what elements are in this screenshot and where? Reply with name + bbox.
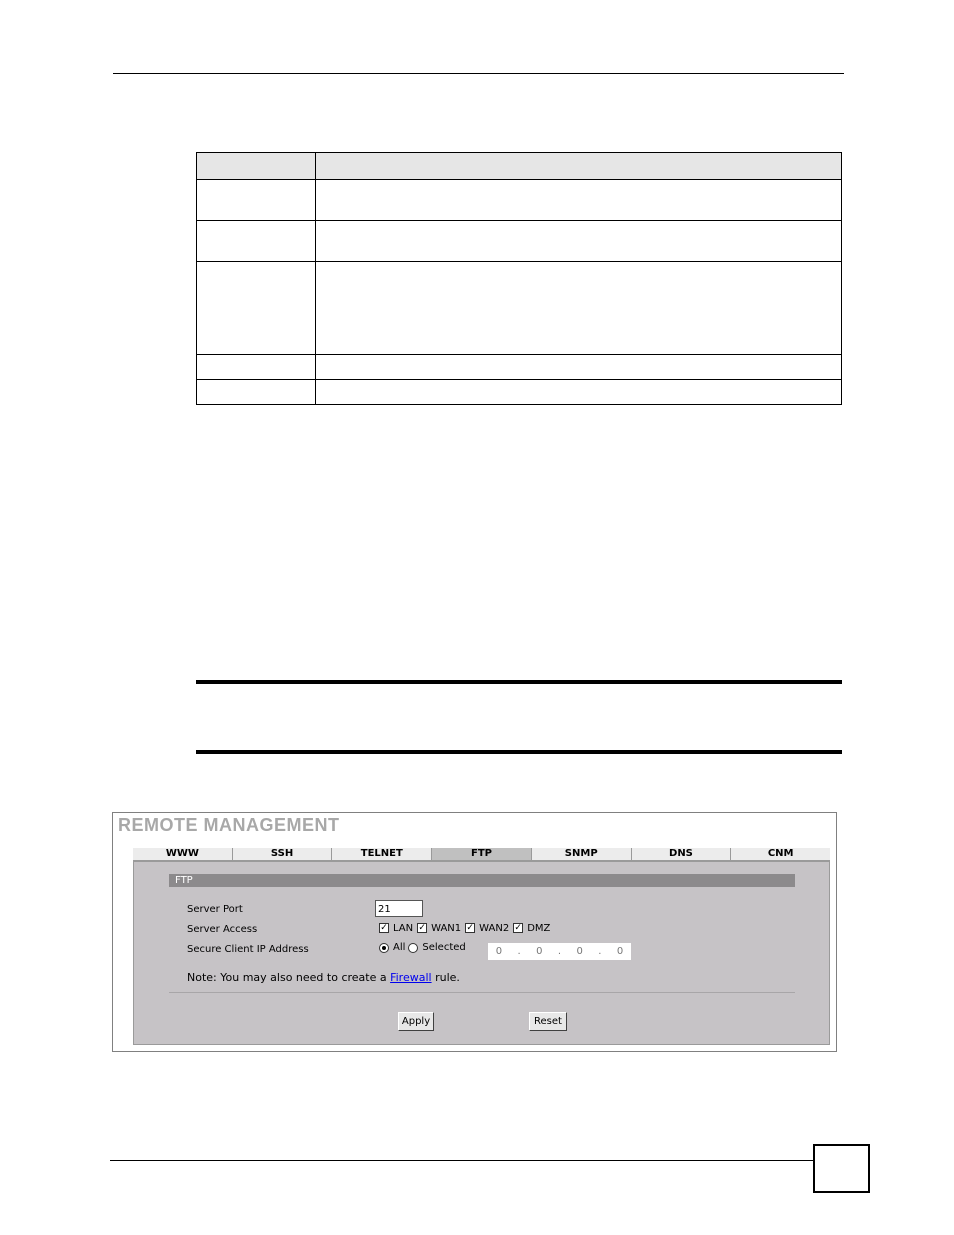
tab-ftp[interactable]: FTP xyxy=(432,848,532,860)
reset-button[interactable]: Reset xyxy=(529,1012,567,1031)
ip-octet: 0 xyxy=(495,946,503,957)
ftp-panel xyxy=(133,861,830,1045)
lan-label: LAN xyxy=(393,922,414,934)
header-rule xyxy=(113,73,844,74)
all-radio[interactable] xyxy=(379,943,389,953)
table-cell xyxy=(197,221,316,262)
ip-dot: . xyxy=(598,946,602,957)
wan1-label: WAN1 xyxy=(431,922,462,934)
tab-snmp[interactable]: SNMP xyxy=(532,848,632,860)
tab-cnm[interactable]: CNM xyxy=(731,848,830,860)
dmz-checkbox[interactable]: ✓ xyxy=(514,923,522,933)
dmz-label: DMZ xyxy=(527,922,551,934)
table-cell xyxy=(316,221,842,262)
table-cell xyxy=(316,380,842,405)
server-access-options xyxy=(379,922,552,934)
selected-radio-label: Selected xyxy=(422,942,466,953)
screen-title: REMOTE MANAGEMENT xyxy=(118,815,340,835)
secure-ip-radios xyxy=(379,942,466,953)
server-port-input[interactable]: 21 xyxy=(375,900,423,917)
apply-button[interactable]: Apply xyxy=(398,1012,434,1031)
table-cell xyxy=(197,380,316,405)
ip-octet: 0 xyxy=(536,946,543,957)
tab-dns[interactable]: DNS xyxy=(632,848,732,860)
table-header-description xyxy=(316,153,842,180)
page-number-box xyxy=(813,1144,870,1193)
server-port-label: Server Port xyxy=(187,904,243,915)
secure-ip-input[interactable] xyxy=(487,942,632,961)
secure-ip-label: Secure Client IP Address xyxy=(187,944,309,955)
panel-separator xyxy=(169,992,795,993)
wan2-label: WAN2 xyxy=(479,922,510,934)
ip-dot: . xyxy=(517,946,521,957)
ip-octet: 0 xyxy=(576,946,583,957)
note-top-rule xyxy=(196,680,842,684)
ip-octet: 0 xyxy=(616,946,624,957)
lan-checkbox[interactable]: ✓ xyxy=(380,923,388,933)
table-cell xyxy=(197,262,316,355)
note-prefix: Note: You may also need to create a xyxy=(187,971,391,984)
section-header: FTP xyxy=(169,874,795,887)
tab-ssh[interactable]: SSH xyxy=(233,848,333,860)
table-cell xyxy=(197,355,316,380)
tab-www[interactable]: WWW xyxy=(133,848,233,860)
table-cell xyxy=(316,180,842,221)
remote-management-screenshot xyxy=(112,812,837,1052)
table-header-label xyxy=(197,153,316,180)
note-bottom-rule xyxy=(196,750,842,754)
footer-rule xyxy=(110,1160,814,1161)
wan1-checkbox[interactable]: ✓ xyxy=(418,923,426,933)
all-radio-label: All xyxy=(393,942,406,953)
selected-radio[interactable] xyxy=(408,943,418,953)
firewall-link[interactable]: Firewall xyxy=(390,971,432,984)
tab-telnet[interactable]: TELNET xyxy=(332,848,432,860)
note-suffix: rule. xyxy=(431,971,460,984)
wan2-checkbox[interactable]: ✓ xyxy=(466,923,474,933)
ip-dot: . xyxy=(557,946,562,957)
firewall-note xyxy=(187,971,460,984)
table-cell xyxy=(316,262,842,355)
server-access-label: Server Access xyxy=(187,924,258,935)
table-cell xyxy=(197,180,316,221)
tab-bar xyxy=(133,848,830,861)
table-cell xyxy=(316,355,842,380)
description-table xyxy=(196,152,842,405)
